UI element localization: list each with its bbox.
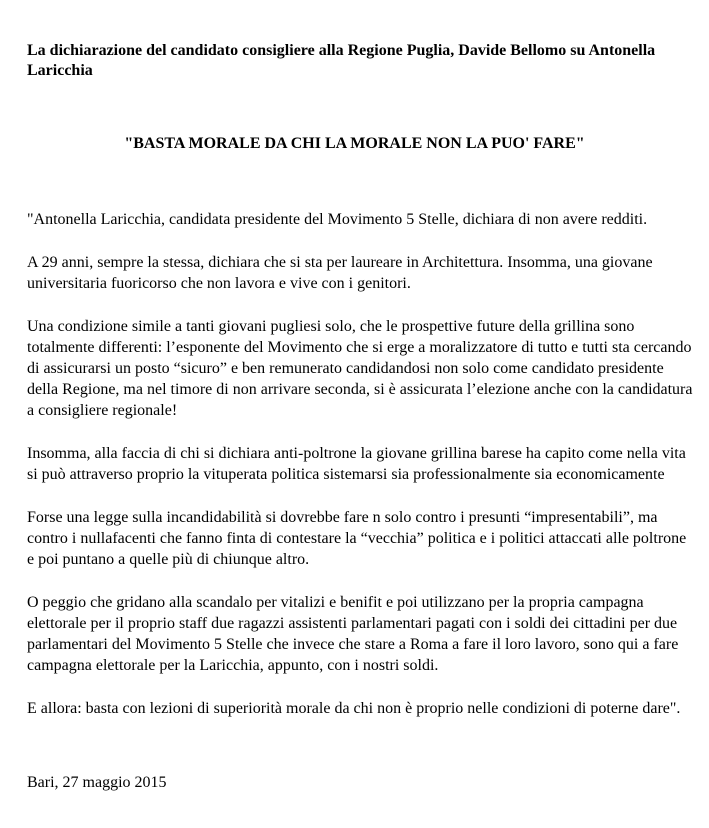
- paragraph-6: O peggio che gridano alla scandalo per vitalizi e benifit e poi utilizzano per la propria campagna elettorale per il proprio staff due ragazzi assistenti parlamentari pagati con i soldi dei cittadini per due parlamentari del Movimento 5 Stelle che invece che stare a Roma a fare il loro lavoro, sono qui a fare campagna elettorale per la Laricchia, appunto, con i nostri soldi.: [27, 594, 679, 674]
- document-body: [27, 209, 697, 719]
- document-heading: La dichiarazione del candidato consigliere alla Regione Puglia, Davide Bellomo su Antonella Laricchia: [27, 42, 656, 79]
- paragraph-1: "Antonella Laricchia, candidata presidente del Movimento 5 Stelle, dichiara di non avere redditi.: [27, 211, 648, 228]
- paragraph-2: A 29 anni, sempre la stessa, dichiara che si sta per laureare in Architettura. Insomma, una giovane universitaria fuoricorso che non lavora e vive con i genitori.: [27, 254, 653, 292]
- paragraph-5: Forse una legge sulla incandidabilità si dovrebbe fare n solo contro i presunti “impresentabili”, ma contro i nullafacenti che fanno finta di contestare la “vecchia” politica e i politici attaccati alle poltrone e poi puntano a quelle più di chiunque altro.: [27, 509, 687, 568]
- paragraph-7: E allora: basta con lezioni di superiorità morale da chi non è proprio nelle condizioni di poterne dare".: [27, 700, 681, 717]
- document-title: "BASTA MORALE DA CHI LA MORALE NON LA PUO' FARE": [124, 135, 585, 152]
- document-signature: Bari, 27 maggio 2015: [27, 774, 167, 791]
- paragraph-4: Insomma, alla faccia di chi si dichiara anti-poltrone la giovane grillina barese ha capito come nella vita si può attraverso proprio la vituperata politica sistemarsi sia professionalmente sia economicamente: [27, 445, 686, 483]
- paragraph-3: Una condizione simile a tanti giovani pugliesi solo, che le prospettive future della grillina sono totalmente differenti: l’esponente del Movimento che si erge a moralizzatore di tutto e tutti sta cercando di assicurarsi un posto “sicuro” e ben remunerato candidandosi non solo come candidato presidente della Regione, ma nel timore di non arrivare seconda, si è assicurata l’elezione anche con la candidatura a consigliere regionale!: [27, 318, 693, 419]
